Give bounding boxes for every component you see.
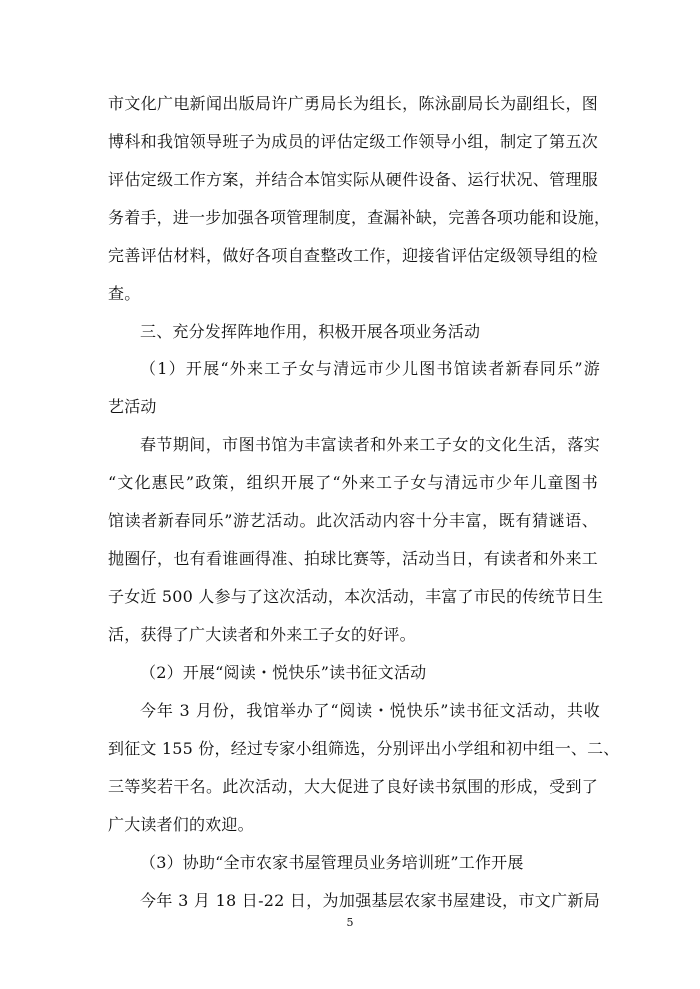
subsection-heading: （2）开展“阅读・悦快乐”读书征文活动 xyxy=(140,663,427,682)
paragraph-line: 活，获得了广大读者和外来工子女的好评。 xyxy=(108,625,416,644)
paragraph-line: 广大读者们的欢迎。 xyxy=(108,815,254,834)
paragraph-line: 子女近 500 人参与了这次活动，本次活动，丰富了市民的传统节日生 xyxy=(108,587,604,606)
paragraph-line: 三等奖若干名。此次活动，大大促进了良好读书氛围的形成，受到了 xyxy=(108,777,598,796)
section-heading: 三、充分发挥阵地作用，积极开展各项业务活动 xyxy=(140,322,481,341)
page-number: 5 xyxy=(346,916,354,929)
paragraph-line: 完善评估材料，做好各项自查整改工作，迎接省评估定级领导组的检 xyxy=(108,246,598,265)
paragraph-line: 查。 xyxy=(108,284,141,303)
subsection-heading: 艺活动 xyxy=(108,397,157,416)
paragraph-line: 市文化广电新闻出版局许广勇局长为组长，陈泳副局长为副组长，图 xyxy=(108,94,598,113)
paragraph-line: 今年 3 月份，我馆举办了“阅读・悦快乐”读书征文活动，共收 xyxy=(140,701,600,720)
subsection-heading: （1）开展“外来工子女与清远市少儿图书馆读者新春同乐”游 xyxy=(140,359,600,378)
paragraph-line: 抛圈仔，也有看谁画得准、拍球比赛等，活动当日，有读者和外来工 xyxy=(108,549,598,568)
paragraph-line: 到征文 155 份，经过专家小组筛选，分别评出小学组和初中组一、二、 xyxy=(108,739,620,758)
paragraph-line: 馆读者新春同乐”游艺活动。此次活动内容十分丰富，既有猜谜语、 xyxy=(108,511,598,530)
paragraph-line: 博科和我馆领导班子为成员的评估定级工作领导小组，制定了第五次 xyxy=(108,132,598,151)
subsection-heading: （3）协助“全市农家书屋管理员业务培训班”工作开展 xyxy=(140,853,524,872)
paragraph-line: 春节期间，市图书馆为丰富读者和外来工子女的文化生活，落实 xyxy=(140,435,600,454)
paragraph-line: 务着手，进一步加强各项管理制度，查漏补缺，完善各项功能和设施， xyxy=(108,208,611,227)
paragraph-line: “文化惠民”政策，组织开展了“外来工子女与清远市少年儿童图书 xyxy=(108,473,598,492)
paragraph-line: 评估定级工作方案，并结合本馆实际从硬件设备、运行状况、管理服 xyxy=(108,170,598,189)
paragraph-line: 今年 3 月 18 日-22 日，为加强基层农家书屋建设，市文广新局 xyxy=(140,891,600,910)
